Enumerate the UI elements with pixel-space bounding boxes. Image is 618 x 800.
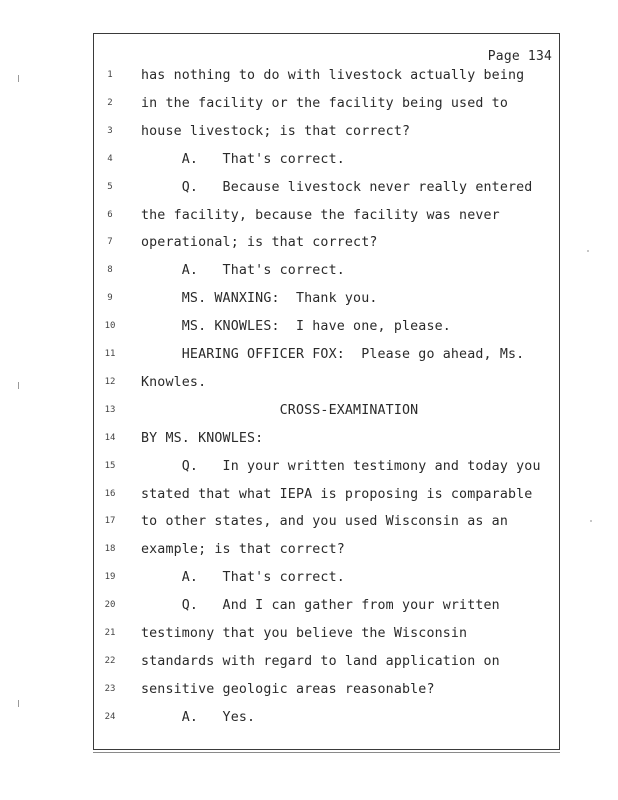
line-number: 15 (104, 460, 116, 471)
transcript-line: HEARING OFFICER FOX: Please go ahead, Ms. (141, 347, 525, 362)
transcript-line: A. That's correct. (141, 151, 345, 167)
transcript-line: stated that what IEPA is proposing is comparable (141, 486, 533, 502)
scan-margin-mark (18, 382, 19, 389)
transcript-line: MS. KNOWLES: I have one, please. (141, 319, 451, 335)
scan-margin-mark (18, 75, 19, 82)
line-number: 12 (104, 376, 116, 387)
transcript-line: standards with regard to land application on (141, 653, 500, 669)
line-number: 14 (104, 432, 116, 443)
transcript-line: BY MS. KNOWLES: (141, 430, 264, 446)
line-number: 2 (107, 97, 113, 108)
line-number: 13 (104, 404, 116, 415)
transcript-line: CROSS-EXAMINATION (141, 402, 419, 418)
line-number: 18 (104, 544, 116, 555)
line-number: 3 (107, 125, 113, 136)
transcript-line: MS. WANXING: Thank you. (141, 291, 378, 307)
transcript-line: in the facility or the facility being used to (141, 95, 508, 111)
transcript-line: Q. Because livestock never really entered (141, 179, 533, 195)
scan-speck (590, 520, 592, 522)
transcript-line: Q. And I can gather from your written (141, 598, 500, 614)
page-number: Page 134 (487, 49, 552, 64)
transcript-line: A. Yes. (141, 709, 256, 725)
line-number: 20 (104, 600, 116, 611)
line-number: 23 (104, 683, 116, 694)
line-number: 22 (104, 655, 116, 666)
line-number: 8 (107, 265, 113, 276)
line-number: 16 (104, 488, 116, 499)
scan-margin-mark (18, 700, 19, 707)
transcript-line: example; is that correct? (141, 542, 345, 558)
transcript-line: Knowles. (141, 374, 207, 390)
transcript-page-border (93, 33, 560, 750)
scan-speck (587, 250, 589, 252)
line-number: 19 (104, 572, 116, 583)
line-number: 21 (104, 628, 116, 638)
transcript-line: the facility, because the facility was never (141, 207, 500, 223)
transcript-line: testimony that you believe the Wisconsin (141, 626, 468, 641)
line-number: 24 (104, 711, 116, 722)
line-number: 10 (104, 321, 116, 332)
transcript-line: has nothing to do with livestock actually being (141, 68, 525, 83)
transcript-line: to other states, and you used Wisconsin as an (141, 514, 508, 530)
transcript-line: Q. In your written testimony and today you (141, 458, 541, 474)
line-number: 17 (104, 516, 116, 527)
line-number: 1 (107, 70, 113, 80)
transcript-line: sensitive geologic areas reasonable? (141, 681, 435, 697)
line-number: 5 (107, 181, 113, 192)
transcript-line: operational; is that correct? (141, 235, 378, 251)
transcript-line: house livestock; is that correct? (141, 123, 411, 139)
line-number: 7 (107, 237, 113, 248)
transcript-line: A. That's correct. (141, 263, 345, 279)
transcript-line: A. That's correct. (141, 570, 345, 586)
line-number: 11 (104, 349, 116, 359)
page-bottom-rule (93, 752, 560, 753)
line-number: 4 (107, 153, 113, 164)
line-number: 9 (107, 293, 113, 304)
line-number: 6 (107, 209, 113, 220)
